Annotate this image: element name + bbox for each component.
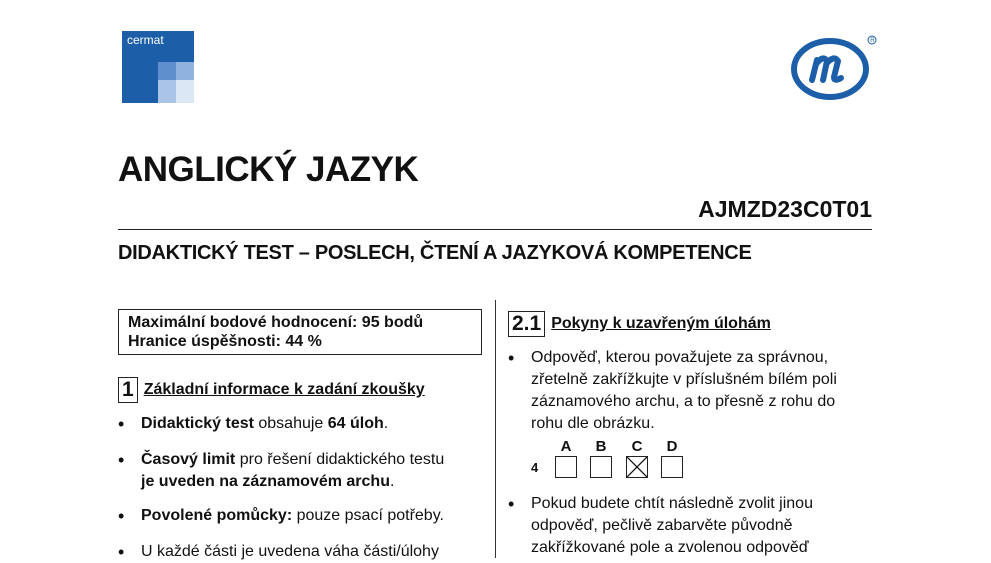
document-code: AJMZD23C0T01 bbox=[698, 196, 872, 222]
logo-square bbox=[176, 80, 194, 103]
list-item: • U každé části je uvedena váha části/úlohy bbox=[118, 541, 488, 563]
answer-box-d bbox=[661, 456, 683, 478]
option-letter-d: D bbox=[666, 438, 678, 455]
list-item: • Povolené pomůcky: pouze psací potřeby. bbox=[118, 505, 488, 541]
section-number: 2.1 bbox=[508, 311, 545, 337]
section-title: Pokyny k uzavřeným úlohám bbox=[551, 315, 771, 332]
section-2-1-heading bbox=[508, 311, 771, 337]
section-1-list bbox=[118, 413, 488, 563]
pass-threshold-text: Hranice úspěšnosti: 44 % bbox=[128, 333, 322, 350]
document-title: ANGLICKÝ JAZYK bbox=[118, 150, 419, 189]
option-letter-a: A bbox=[560, 438, 572, 455]
logo-square bbox=[158, 80, 176, 103]
column-divider bbox=[495, 300, 496, 558]
cermat-logo bbox=[122, 31, 194, 103]
document-subtitle: DIDAKTICKÝ TEST – POSLECH, ČTENÍ A JAZYKOVÁ KOMPETENCE bbox=[118, 242, 752, 264]
list-item: • Časový limit pro řešení didaktického testu je uveden na záznamovém archu. bbox=[118, 449, 488, 505]
m-emblem-logo bbox=[790, 33, 880, 103]
option-letter-b: B bbox=[595, 438, 607, 455]
cross-mark-icon bbox=[627, 457, 647, 477]
cermat-logo-text: cermat bbox=[127, 33, 164, 47]
title-divider bbox=[118, 229, 872, 230]
section-title: Základní informace k zadání zkoušky bbox=[143, 381, 425, 398]
list-item: • Pokud budete chtít následně zvolit jinou odpověď, pečlivě zabarvěte původně zakřížkované pole a zvolenou odpověď bbox=[508, 493, 878, 559]
logo-square bbox=[176, 62, 194, 80]
list-item: • Didaktický test obsahuje 64 úloh. bbox=[118, 413, 488, 449]
option-letter-c: C bbox=[631, 438, 643, 455]
max-score-text: Maximální bodové hodnocení: 95 bodů bbox=[128, 314, 424, 331]
section-1-heading bbox=[118, 377, 425, 403]
list-item: • Odpověď, kterou považujete za správnou, zřetelně zakřížkujte v příslušném bílém poli záznamového archu, a to přesně z rohu do rohu dle obrázku. bbox=[508, 347, 878, 435]
answer-box-b bbox=[590, 456, 612, 478]
answer-box-c-crossed bbox=[626, 456, 648, 478]
section-2-list-continued bbox=[508, 493, 878, 559]
answer-box-a bbox=[555, 456, 577, 478]
example-row-number: 4 bbox=[531, 460, 539, 475]
svg-text:R: R bbox=[870, 38, 875, 45]
score-info-box bbox=[118, 309, 482, 355]
section-2-list bbox=[508, 347, 878, 435]
section-number: 1 bbox=[118, 377, 138, 403]
logo-square bbox=[158, 62, 176, 80]
